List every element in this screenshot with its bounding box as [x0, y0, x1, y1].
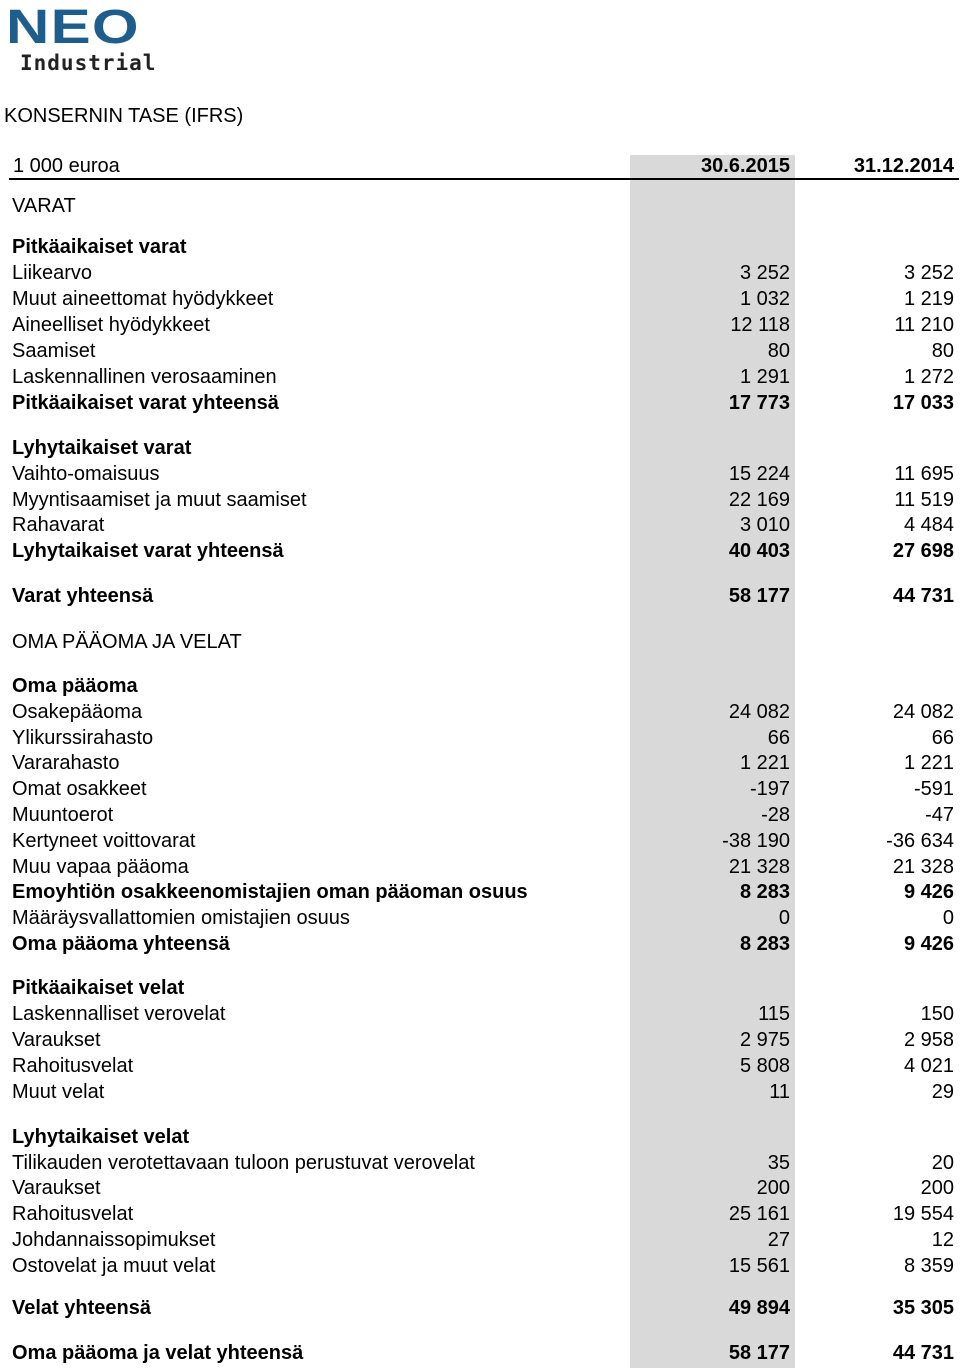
row-label: Laskennalliset verovelat: [12, 1003, 226, 1025]
table-row: [12, 462, 954, 486]
table-row: [12, 880, 954, 904]
row-label: Liikearvo: [12, 262, 93, 284]
table-row: [12, 1176, 954, 1200]
value-30-6-2015: 115: [758, 1003, 790, 1025]
value-31-12-2014: 11 210: [894, 314, 954, 336]
table-row: [12, 313, 954, 337]
table-row: [12, 261, 954, 285]
row-label: Muuntoerot: [12, 804, 114, 826]
value-30-6-2015: 1 221: [739, 752, 790, 774]
value-31-12-2014: -47: [925, 804, 954, 826]
table-row: [12, 855, 954, 879]
row-label: Saamiset: [12, 340, 96, 362]
row-label: Pitkäaikaiset velat: [12, 977, 185, 999]
row-label: Oma pääoma yhteensä: [12, 933, 230, 955]
value-30-6-2015: 35: [767, 1152, 790, 1174]
page-title: KONSERNIN TASE (IFRS): [4, 105, 244, 127]
table-row: [12, 539, 954, 563]
value-30-6-2015: 40 403: [728, 540, 790, 562]
row-label: Lyhytaikaiset velat: [12, 1126, 190, 1148]
row-label: Pitkäaikaiset varat: [12, 236, 187, 258]
value-30-6-2015: 3 252: [739, 262, 790, 284]
table-row: [12, 1228, 954, 1252]
table-row: [12, 1080, 954, 1104]
value-31-12-2014: 200: [920, 1177, 954, 1199]
table-row: [12, 906, 954, 930]
table-row: [12, 1002, 954, 1026]
row-label: Osakepääoma: [12, 701, 143, 723]
value-30-6-2015: 12 118: [730, 314, 790, 336]
row-label: Kertyneet voittovarat: [12, 830, 196, 852]
table-row: [12, 1341, 954, 1365]
row-label: Määräysvallattomien omistajien osuus: [12, 907, 350, 929]
table-row: [12, 932, 954, 956]
table-row: [12, 829, 954, 853]
value-31-12-2014: 29: [931, 1081, 954, 1103]
row-label: Velat yhteensä: [12, 1297, 151, 1319]
value-30-6-2015: -38 190: [722, 830, 790, 852]
row-label: Laskennallinen verosaaminen: [12, 366, 277, 388]
table-row: [12, 803, 954, 827]
value-30-6-2015: -197: [749, 778, 790, 800]
row-label: Vararahasto: [12, 752, 120, 774]
value-30-6-2015: 3 010: [739, 514, 790, 536]
table-row: [12, 777, 954, 801]
table-row: [12, 513, 954, 537]
table-row: [12, 751, 954, 775]
row-label: Lyhytaikaiset varat: [12, 437, 192, 459]
table-row: [12, 365, 954, 389]
value-31-12-2014: 9 426: [903, 933, 954, 955]
value-31-12-2014: 0: [942, 907, 954, 929]
table-row: [12, 488, 954, 512]
value-30-6-2015: -28: [761, 804, 790, 826]
value-30-6-2015: 49 894: [728, 1297, 790, 1319]
value-31-12-2014: 3 252: [903, 262, 954, 284]
company-logo: [6, 1, 176, 75]
logo-brand: NEO: [6, 1, 140, 54]
row-label: Oma pääoma: [12, 675, 138, 697]
value-31-12-2014: 1 272: [903, 366, 954, 388]
value-31-12-2014: 11 695: [894, 463, 954, 485]
row-label: Rahoitusvelat: [12, 1203, 134, 1225]
value-31-12-2014: 20: [931, 1152, 954, 1174]
table-row: [12, 1125, 954, 1149]
value-31-12-2014: 1 219: [903, 288, 954, 310]
value-31-12-2014: 1 221: [903, 752, 954, 774]
value-30-6-2015: 0: [778, 907, 790, 929]
value-30-6-2015: 66: [767, 727, 790, 749]
table-row: [12, 1028, 954, 1052]
value-31-12-2014: 35 305: [892, 1297, 954, 1319]
value-31-12-2014: 24 082: [892, 701, 954, 723]
value-31-12-2014: 4 484: [903, 514, 954, 536]
table-row: [12, 976, 954, 1000]
table-row: [12, 287, 954, 311]
row-label: OMA PÄÄOMA JA VELAT: [12, 631, 242, 653]
row-label: Muut aineettomat hyödykkeet: [12, 288, 274, 310]
value-30-6-2015: 8 283: [739, 881, 790, 903]
value-30-6-2015: 21 328: [728, 856, 790, 878]
value-30-6-2015: 58 177: [728, 1342, 790, 1364]
table-row: [12, 700, 954, 724]
row-label: VARAT: [12, 195, 76, 217]
value-30-6-2015: 27: [767, 1229, 790, 1251]
value-31-12-2014: 66: [931, 727, 954, 749]
row-label: Ostovelat ja muut velat: [12, 1255, 216, 1277]
row-label: Aineelliset hyödykkeet: [12, 314, 210, 336]
value-31-12-2014: 27 698: [892, 540, 954, 562]
value-30-6-2015: 1 291: [739, 366, 790, 388]
table-row: [12, 194, 954, 218]
row-label: Pitkäaikaiset varat yhteensä: [12, 392, 279, 414]
value-30-6-2015: 17 773: [728, 392, 790, 414]
value-31-12-2014: 21 328: [892, 856, 954, 878]
row-label: Lyhytaikaiset varat yhteensä: [12, 540, 284, 562]
value-31-12-2014: -591: [913, 778, 954, 800]
row-label: Rahoitusvelat: [12, 1055, 134, 1077]
row-label: Johdannaissopimukset: [12, 1229, 216, 1251]
row-label: Oma pääoma ja velat yhteensä: [12, 1342, 304, 1364]
value-31-12-2014: 11 519: [894, 489, 954, 511]
table-row: [12, 1202, 954, 1226]
value-30-6-2015: 2 975: [739, 1029, 790, 1051]
row-label: Vaihto-omaisuus: [12, 463, 160, 485]
table-row: [12, 674, 954, 698]
table-row: [12, 1054, 954, 1078]
value-31-12-2014: 2 958: [903, 1029, 954, 1051]
table-row: [12, 235, 954, 259]
header-divider: [9, 178, 959, 180]
value-30-6-2015: 80: [767, 340, 790, 362]
unit-label: 1 000 euroa: [13, 155, 120, 177]
value-30-6-2015: 5 808: [739, 1055, 790, 1077]
value-30-6-2015: 8 283: [739, 933, 790, 955]
value-30-6-2015: 22 169: [728, 489, 790, 511]
row-label: Rahavarat: [12, 514, 105, 536]
table-row: [12, 436, 954, 460]
value-30-6-2015: 11: [769, 1081, 790, 1103]
logo-subtitle: Industrial: [20, 51, 157, 75]
table-row: [12, 1296, 954, 1320]
value-30-6-2015: 1 032: [739, 288, 790, 310]
table-row: [12, 391, 954, 415]
value-31-12-2014: 4 021: [903, 1055, 954, 1077]
table-row: [12, 1254, 954, 1278]
value-31-12-2014: 8 359: [903, 1255, 954, 1277]
column-header-previous: 31.12.2014: [853, 155, 954, 177]
row-label: Tilikauden verotettavaan tuloon perustuvat verovelat: [12, 1152, 475, 1174]
value-31-12-2014: 12: [931, 1229, 954, 1251]
value-31-12-2014: 150: [920, 1003, 954, 1025]
table-row: [12, 584, 954, 608]
row-label: Varaukset: [12, 1029, 101, 1051]
table-row: [12, 726, 954, 750]
value-30-6-2015: 15 561: [728, 1255, 790, 1277]
value-30-6-2015: 25 161: [728, 1203, 790, 1225]
value-31-12-2014: 9 426: [903, 881, 954, 903]
row-label: Varat yhteensä: [12, 585, 154, 607]
value-31-12-2014: 44 731: [892, 1342, 954, 1364]
table-row: [12, 1151, 954, 1175]
row-label: Emoyhtiön osakkeenomistajien oman pääoman osuus: [12, 881, 528, 903]
table-row: [12, 339, 954, 363]
row-label: Omat osakkeet: [12, 778, 147, 800]
value-31-12-2014: 19 554: [892, 1203, 954, 1225]
table-row: [12, 630, 954, 654]
value-30-6-2015: 58 177: [728, 585, 790, 607]
value-30-6-2015: 15 224: [728, 463, 790, 485]
row-label: Ylikurssirahasto: [12, 727, 154, 749]
row-label: Muu vapaa pääoma: [12, 856, 189, 878]
value-31-12-2014: 44 731: [892, 585, 954, 607]
value-31-12-2014: 17 033: [892, 392, 954, 414]
value-31-12-2014: 80: [931, 340, 954, 362]
value-30-6-2015: 200: [756, 1177, 790, 1199]
value-30-6-2015: 24 082: [728, 701, 790, 723]
row-label: Muut velat: [12, 1081, 105, 1103]
row-label: Myyntisaamiset ja muut saamiset: [12, 489, 307, 511]
column-header-current: 30.6.2015: [701, 155, 790, 177]
value-31-12-2014: -36 634: [886, 830, 954, 852]
row-label: Varaukset: [12, 1177, 101, 1199]
